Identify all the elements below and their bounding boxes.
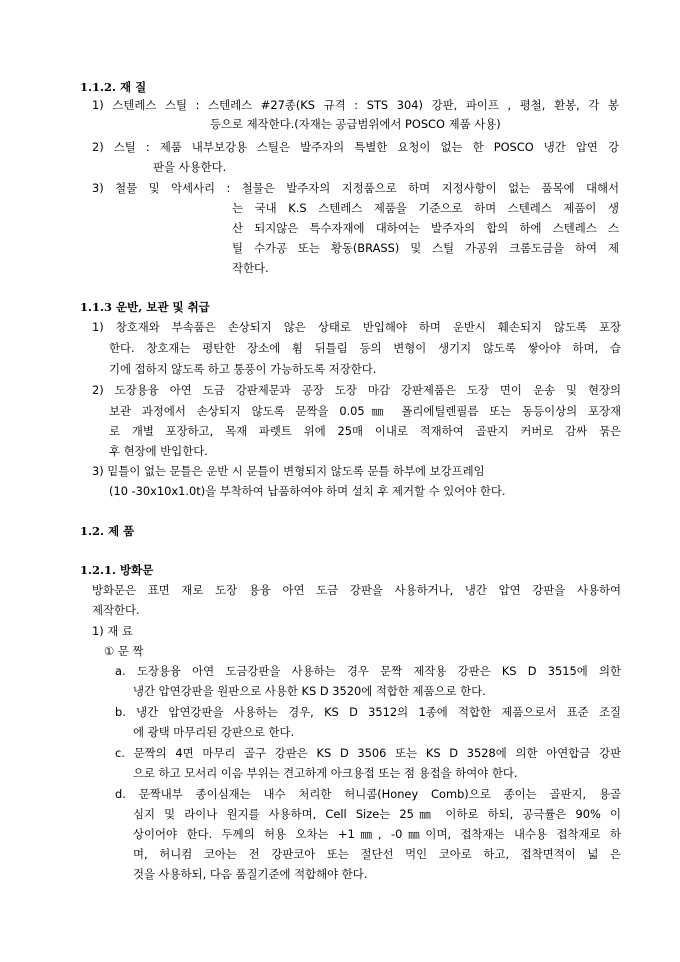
s121-item-d-line3: 상이어야 한다. 두께의 허용 오차는 +1㎜, -0㎜이며, 접착재는 내수용 접착재로 하 (133, 827, 621, 841)
s112-item2-line2: 판을 사용한다. (153, 160, 227, 174)
s113-item3-line2: (10 -30x10x1.0t)을 부착하여 납품하여야 하며 설치 후 제거할 수 있어야 한다. (109, 484, 506, 498)
s121-item-b-line1: b. 냉간 압연강판을 사용하는 경우, KS D 3512의 1종에 적합한 제품으로서 표준 조질 (115, 705, 621, 719)
s121-intro-line2: 제작한다. (92, 603, 140, 617)
s121-intro-line1: 방화문은 표면 재로 도장 용융 아연 도금 강판을 사용하거나, 냉간 압연 강판을 사용하여 (92, 583, 621, 597)
s121-item-a-line2: 냉간 압연강판을 원판으로 사용한 KS D 3520에 적합한 제품으로 한다. (133, 684, 486, 698)
s112-item3-line1: 3) 철물 및 악세사리 : 철물은 발주자의 지정품으로 하며 지정사항이 없는 품목에 대해서 (92, 181, 619, 195)
s121-sub-door-leaf: ① 문 짝 (104, 644, 144, 658)
s112-item1-line1: 1) 스텐레스 스틸 : 스텐레스 #27종(KS 규격 : STS 304) 강판, 파이프 , 평철, 환봉, 각 봉 (92, 98, 619, 112)
s113-item2-line2: 보관 과정에서 손상되지 않도록 문짝을 0.05㎜ 폴리에틸렌필름 또는 동등이상의 포장재 (109, 404, 621, 418)
s112-item1-line2: 등으로 제작한다.(자재는 공급범위에서 POSCO 제품 사용) (210, 117, 501, 131)
s121-item-c-line1: c. 문짝의 4면 마무리 골구 강판은 KS D 3506 또는 KS D 3528에 의한 아연합금 강판 (115, 746, 621, 760)
s113-item2-line3: 로 개별 포장하고, 목재 파렛트 위에 25매 이내로 적재하여 골판지 커버로 감싸 묶은 (109, 424, 621, 438)
s121-item-d-line1: d. 문짝내부 종이심재는 내수 처리한 허니콤(Honey Comb)으로 종이는 골판지, 용골 (115, 787, 621, 801)
s113-item1-line1: 1) 창호재와 부속품은 손상되지 않은 상태로 반입해야 하며 운반시 훼손되지 않도록 포장 (92, 320, 621, 334)
s112-item2-line1: 2) 스틸 : 제품 내부보강용 스틸은 발주자의 특별한 요청이 없는 한 POSCO 냉간 압연 강 (92, 140, 619, 154)
s112-item3-line5: 작한다. (232, 261, 269, 275)
s113-item1-line2: 한다. 창호재는 평탄한 장소에 휨 뒤틀림 등의 변형이 생기지 않도록 쌓아야 하며, 습 (109, 341, 621, 355)
s121-item-d-line5: 것을 사용하되, 다음 품질기준에 적합해야 한다. (133, 867, 368, 881)
s121-item-a-line1: a. 도장용융 아연 도금강판을 사용하는 경우 문짝 제작용 강판은 KS D 3515에 의한 (115, 664, 621, 678)
section-1-2-title: 1.2. 제 품 (80, 524, 135, 538)
s113-item3-line1: 3) 밑틀이 없는 문틀은 운반 시 문틀이 변형되지 않도록 문틀 하부에 보강프레임 (92, 464, 485, 478)
s121-item-c-line2: 으로 하고 모서리 이음 부위는 견고하게 아크용접 또는 점 용접을 하여야 한다. (133, 766, 518, 780)
s112-item3-line2: 는 국내 K.S 스텐레스 제품을 기준으로 하며 스텐레스 제품이 생 (232, 201, 619, 215)
s113-item2-line1: 2) 도장용융 아연 도금 강판제문과 공장 도장 마감 강판제품은 도장 면이 운송 및 현장의 (92, 383, 621, 397)
section-1-1-3-title: 1.1.3 운반, 보관 및 취급 (80, 300, 210, 314)
s112-item3-line4: 틸 수가공 또는 황동(BRASS) 및 스틸 가공위 크롬도금을 하여 제 (232, 241, 619, 255)
s121-sub-materials: 1) 재 료 (92, 624, 133, 638)
s113-item1-line3: 기에 접하지 않도록 하고 통풍이 가능하도록 저장한다. (109, 362, 377, 376)
s113-item2-line4: 후 현장에 반입한다. (109, 444, 208, 458)
section-1-1-2-title: 1.1.2. 재 질 (80, 80, 147, 94)
s121-item-d-line4: 며, 허니컴 코아는 전 강판코아 또는 절단선 먹인 코아로 하고, 접착면적이 넓 은 (133, 847, 621, 861)
section-1-2-1-title: 1.2.1. 방화문 (80, 563, 154, 577)
s121-item-b-line2: 에 광택 마무리된 강판으로 한다. (133, 725, 295, 739)
s121-item-d-line2: 심지 및 라이나 원지를 사용하며, Cell Size는 25㎜ 이하로 하되, 공극률은 90% 이 (133, 807, 621, 821)
s112-item3-line3: 산 되지않은 특수자재에 대하여는 발주자의 합의 하에 스텐레스 스 (232, 221, 619, 235)
